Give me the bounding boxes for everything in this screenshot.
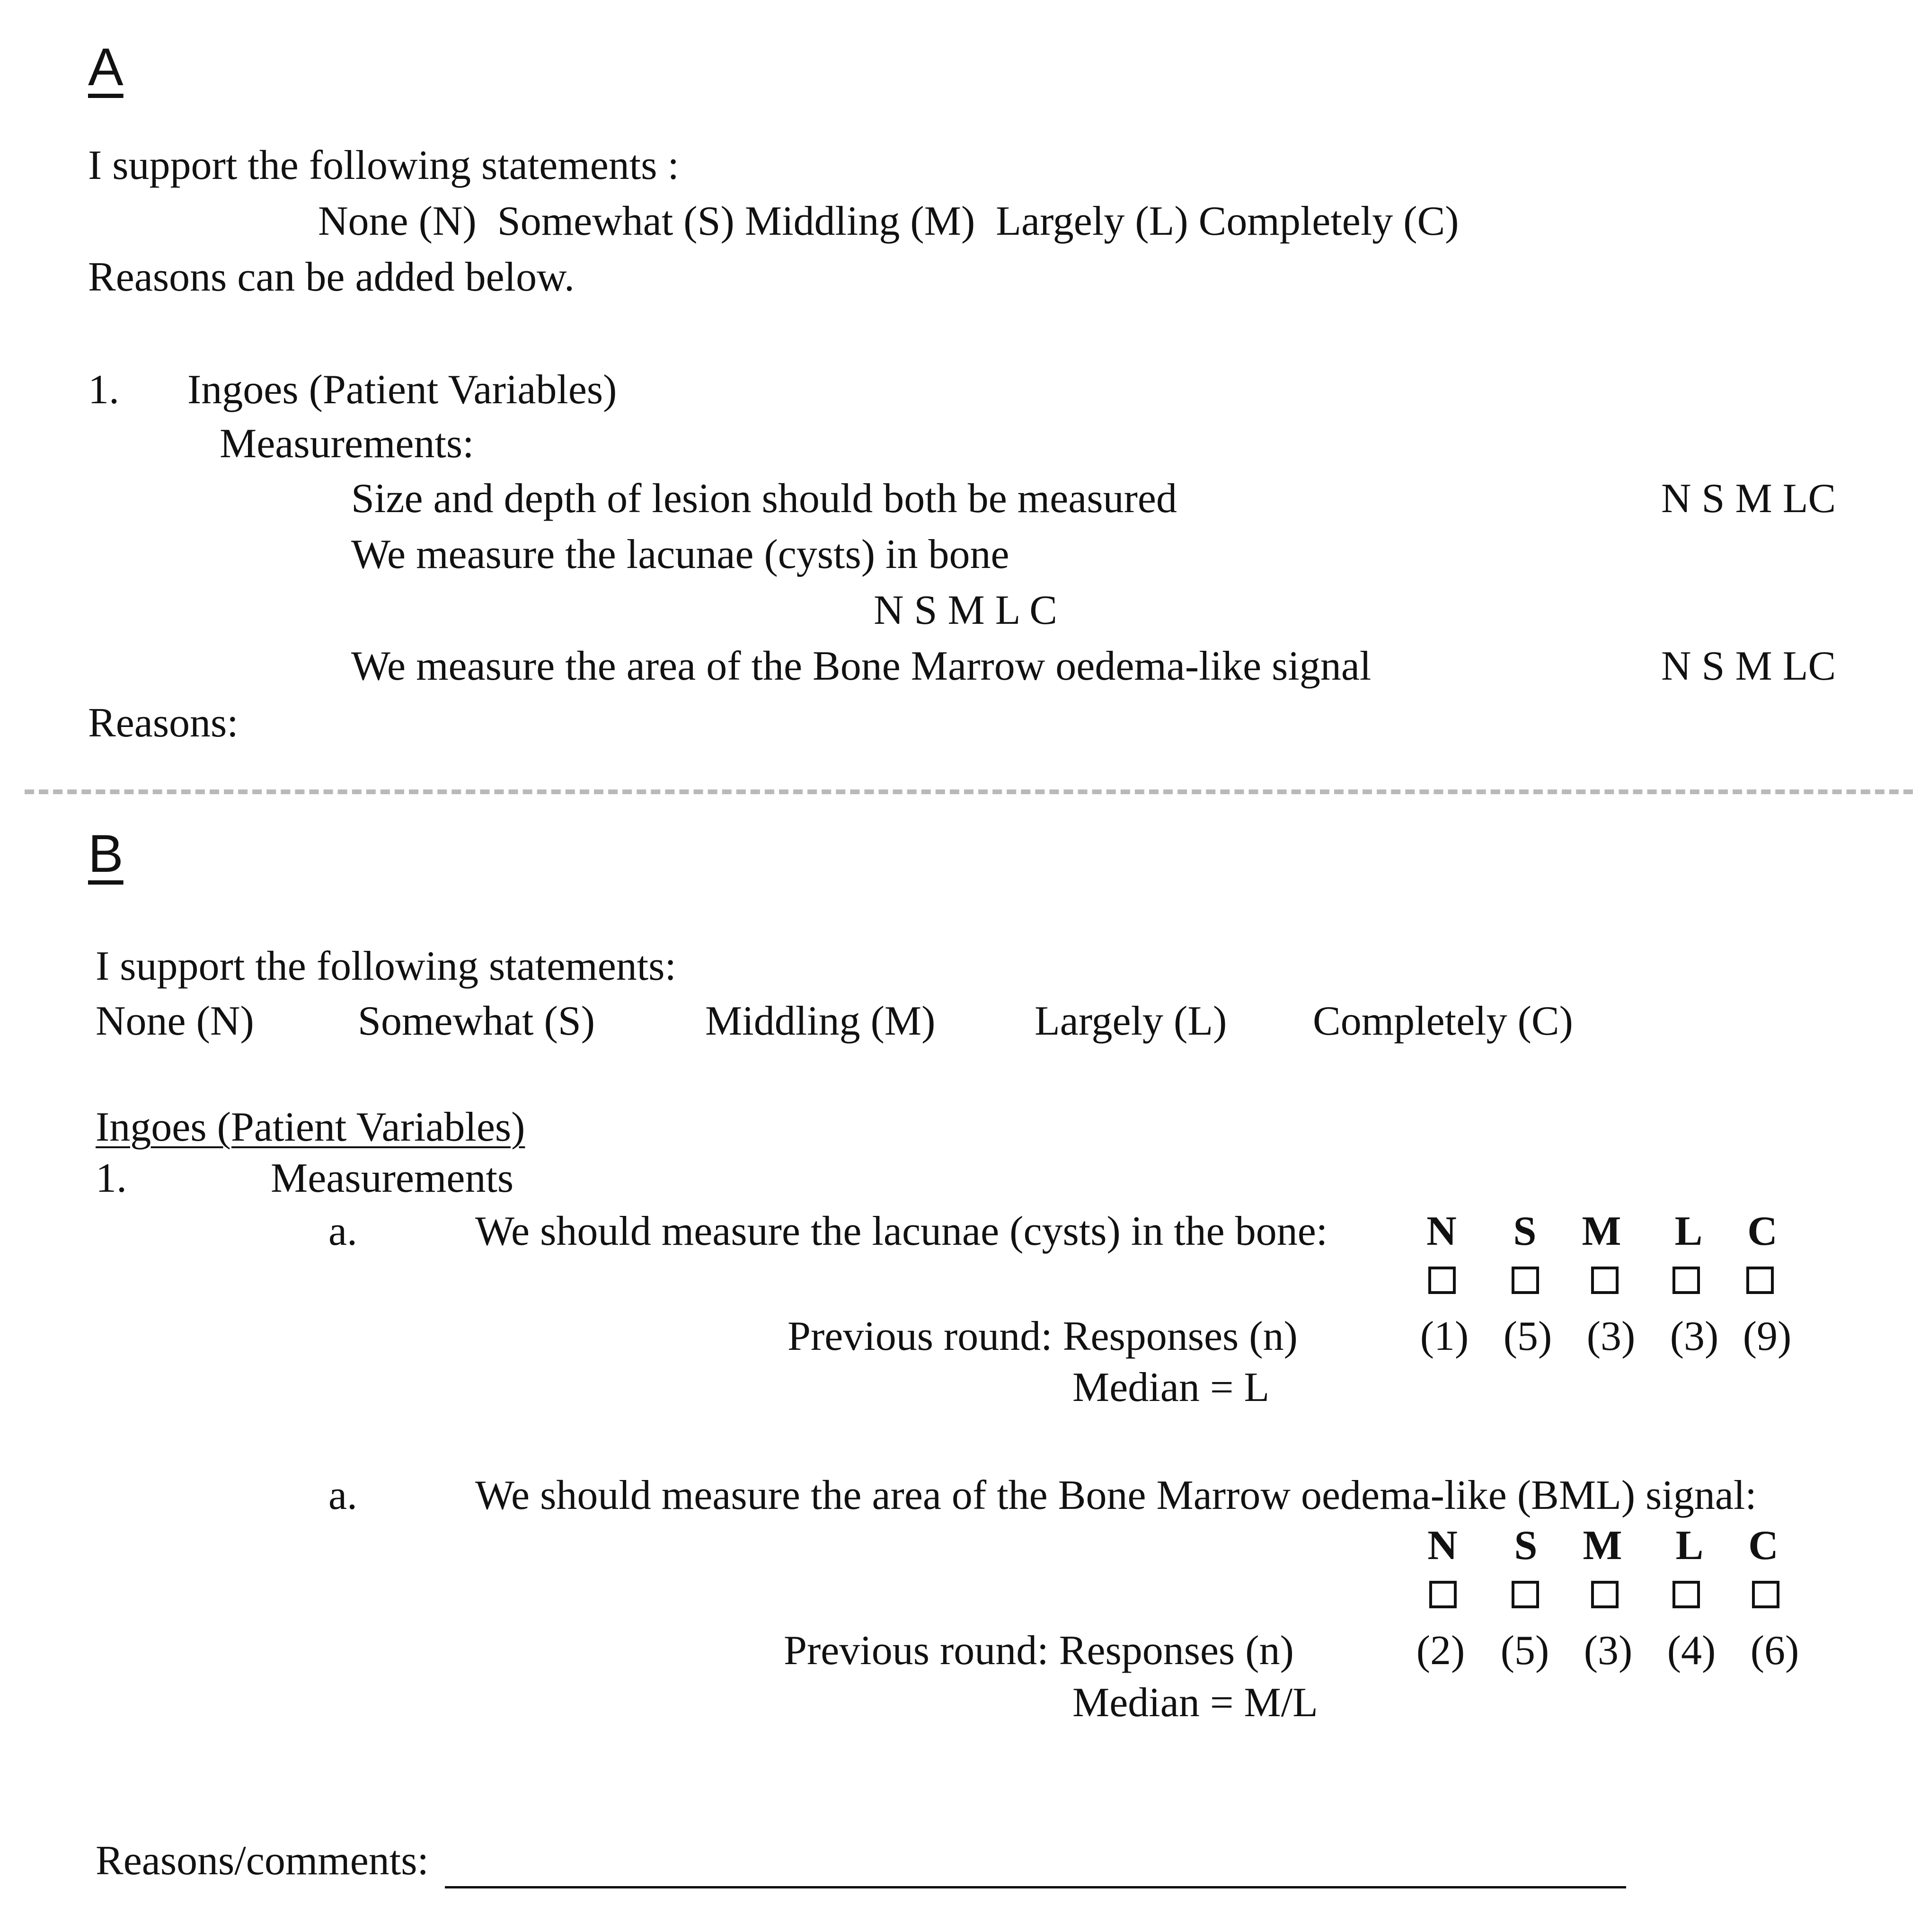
q1-checkbox-n[interactable] xyxy=(1428,1267,1456,1294)
q2-column-c: C xyxy=(1748,1523,1779,1569)
comments-input-line[interactable] xyxy=(445,1886,1626,1888)
question-1-previous-label: Previous round: Responses (n) xyxy=(788,1313,1298,1359)
panel-b-item-title: Measurements xyxy=(271,1155,514,1201)
q2-checkbox-s[interactable] xyxy=(1512,1581,1539,1608)
q2-response-c: (6) xyxy=(1750,1628,1799,1674)
panel-b-scale-somewhat: Somewhat (S) xyxy=(358,998,595,1044)
panel-a-label: A xyxy=(88,37,124,97)
panel-divider xyxy=(25,789,1913,794)
question-2-text: We should measure the area of the Bone Marrow oedema-like (BML) signal: xyxy=(475,1472,1757,1518)
q1-column-c: C xyxy=(1747,1208,1778,1254)
question-1-marker: a. xyxy=(328,1208,358,1254)
panel-a-statement-3: We measure the area of the Bone Marrow oedema-like signal xyxy=(351,643,1372,689)
question-2-median: Median = M/L xyxy=(1072,1680,1318,1726)
q1-checkbox-l[interactable] xyxy=(1672,1267,1700,1294)
question-1-text: We should measure the lacunae (cysts) in the bone: xyxy=(475,1208,1328,1254)
panel-a-item-number: 1. xyxy=(88,367,119,413)
q2-response-l: (4) xyxy=(1667,1628,1716,1674)
question-2-marker: a. xyxy=(328,1472,358,1518)
comments-label: Reasons/comments: xyxy=(96,1838,429,1884)
panel-a-statement-3-scale: N S M LC xyxy=(1661,643,1836,689)
q1-column-m: M xyxy=(1582,1208,1621,1254)
q1-response-n: (1) xyxy=(1420,1313,1469,1359)
q2-checkbox-c[interactable] xyxy=(1752,1581,1779,1608)
panel-a-statement-2-scale: N S M L C xyxy=(874,587,1057,633)
q2-checkbox-l[interactable] xyxy=(1672,1581,1700,1608)
q1-response-l: (3) xyxy=(1670,1313,1719,1359)
q1-response-c: (9) xyxy=(1743,1313,1792,1359)
panel-a-statement-2: We measure the lacunae (cysts) in bone xyxy=(351,532,1009,577)
q2-response-n: (2) xyxy=(1416,1628,1465,1674)
q2-column-n: N xyxy=(1427,1523,1458,1569)
q1-column-s: S xyxy=(1513,1208,1537,1254)
panel-b-label: B xyxy=(88,824,124,883)
q1-checkbox-m[interactable] xyxy=(1591,1267,1619,1294)
panel-b-section-title: Ingoes (Patient Variables) xyxy=(96,1104,525,1150)
panel-a-statement-1: Size and depth of lesion should both be measured xyxy=(351,476,1177,522)
question-2-previous-label: Previous round: Responses (n) xyxy=(784,1628,1294,1674)
panel-a-scale-line: None (N) Somewhat (S) Middling (M) Largely (L) Completely (C) xyxy=(318,198,1459,244)
q1-checkbox-c[interactable] xyxy=(1746,1267,1774,1294)
panel-a-item-title: Ingoes (Patient Variables) xyxy=(187,367,617,413)
question-1-median: Median = L xyxy=(1072,1365,1270,1410)
panel-a-subheading: Measurements: xyxy=(220,421,474,467)
panel-a-reasons-note: Reasons can be added below. xyxy=(88,254,575,300)
q1-column-l: L xyxy=(1674,1208,1703,1254)
panel-a-statement-1-scale: N S M LC xyxy=(1661,476,1836,522)
q2-response-s: (5) xyxy=(1500,1628,1549,1674)
q2-column-s: S xyxy=(1514,1523,1538,1569)
panel-b-scale-none: None (N) xyxy=(96,998,254,1044)
q1-column-n: N xyxy=(1426,1208,1457,1254)
q1-checkbox-s[interactable] xyxy=(1512,1267,1539,1294)
q2-column-m: M xyxy=(1583,1523,1622,1569)
panel-b-intro: I support the following statements: xyxy=(96,943,676,989)
panel-b-item-number: 1. xyxy=(96,1155,127,1201)
panel-b-scale-completely: Completely (C) xyxy=(1313,998,1573,1044)
q1-response-s: (5) xyxy=(1503,1313,1552,1359)
panel-a-intro: I support the following statements : xyxy=(88,142,679,188)
q2-response-m: (3) xyxy=(1584,1628,1633,1674)
q2-column-l: L xyxy=(1675,1523,1704,1569)
panel-b-scale-middling: Middling (M) xyxy=(705,998,936,1044)
q2-checkbox-m[interactable] xyxy=(1591,1581,1619,1608)
q2-checkbox-n[interactable] xyxy=(1429,1581,1457,1608)
panel-a-reasons-label: Reasons: xyxy=(88,700,239,746)
panel-b-scale-largely: Largely (L) xyxy=(1035,998,1227,1044)
q1-response-m: (3) xyxy=(1586,1313,1636,1359)
